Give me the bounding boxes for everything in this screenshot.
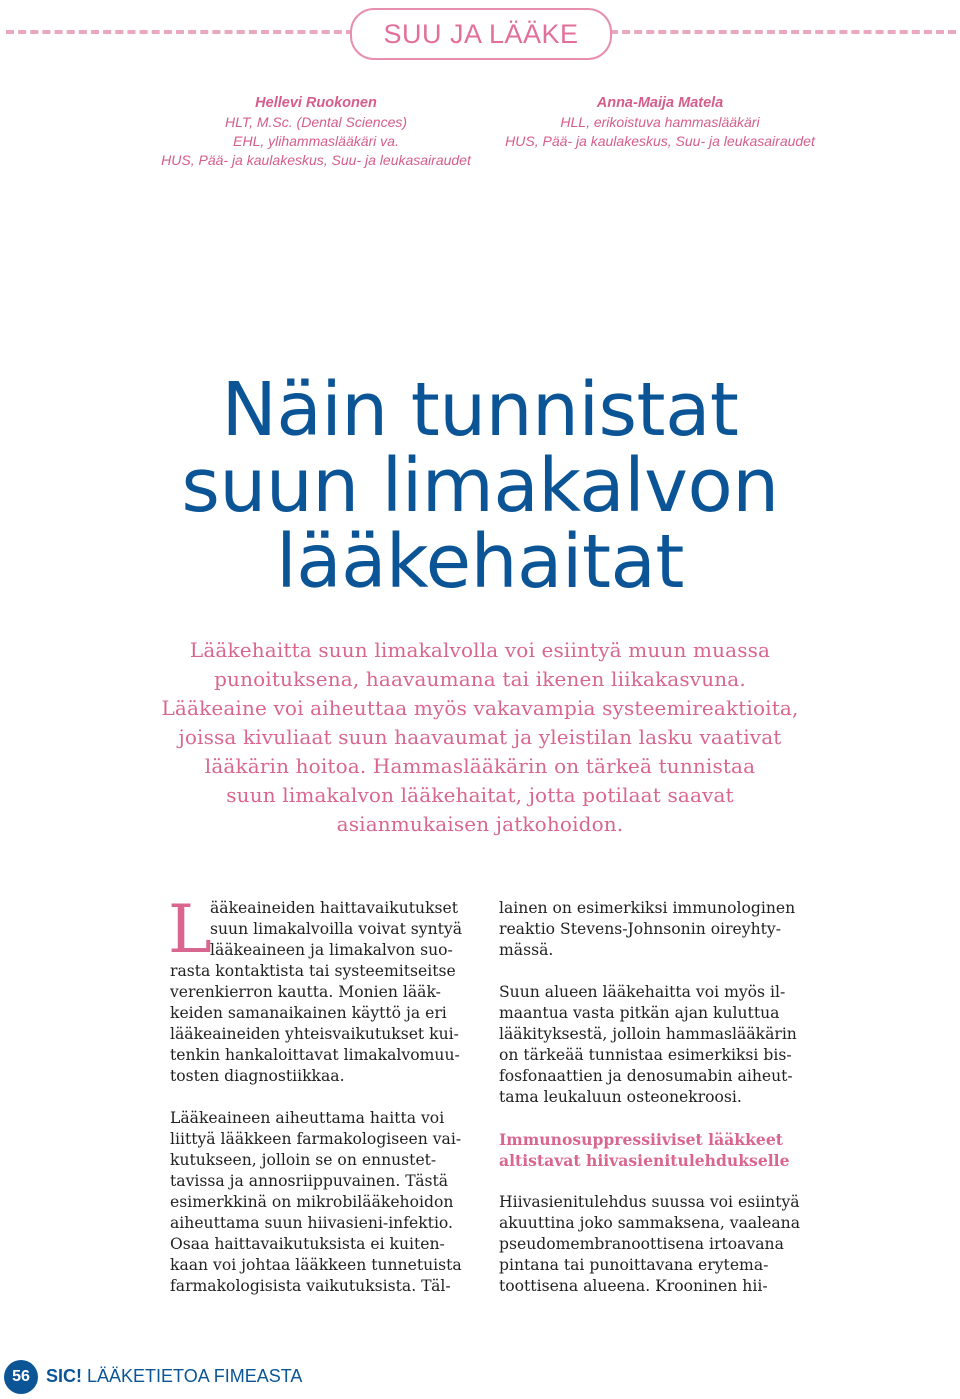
lead-line: punoituksena, haavaumana tai ikenen liikakasvuna. bbox=[214, 667, 746, 691]
body-line: lainen on esimerkiksi immunologinen bbox=[499, 899, 796, 917]
body-line: farmakologisista vaikutuksista. Täl- bbox=[170, 1277, 451, 1295]
body-column-left bbox=[168, 891, 470, 1318]
author-left bbox=[136, 94, 496, 170]
body-paragraph bbox=[168, 891, 470, 1087]
body-line: mässä. bbox=[499, 941, 554, 959]
author-right-line: HUS, Pää- ja kaulakeskus, Suu- ja leukasairaudet bbox=[505, 133, 815, 149]
body-line: rasta kontaktista tai systeemitseitse bbox=[170, 962, 456, 980]
lead-line: lääkärin hoitoa. Hammaslääkärin on tärkeä tunnistaa bbox=[204, 754, 756, 778]
body-line: on tärkeää tunnistaa esimerkiksi bis- bbox=[499, 1046, 792, 1064]
body-line: lääkeaineiden yhteisvaikutukset kui- bbox=[170, 1025, 459, 1043]
body-line: suun limakalvoilla voivat syntyä bbox=[210, 920, 463, 938]
body-line: toottisena alueena. Krooninen hii- bbox=[499, 1277, 768, 1295]
lead-line: asianmukaisen jatkohoidon. bbox=[336, 812, 624, 836]
lead-line: joissa kivuliaat suun haavaumat ja yleistilan lasku vaativat bbox=[178, 725, 782, 749]
body-line: lääkeaineen ja limakalvon suo- bbox=[210, 941, 453, 959]
lead-line: suun limakalvon lääkehaitat, jotta potilaat saavat bbox=[226, 783, 734, 807]
body-line: Suun alueen lääkehaitta voi myös il- bbox=[499, 983, 786, 1001]
footer-text: LÄÄKETIETOA FIMEASTA bbox=[87, 1366, 303, 1386]
author-right bbox=[490, 94, 830, 151]
lead-line: Lääkeaine voi aiheuttaa myös vakavampia systeemireaktioita, bbox=[161, 696, 799, 720]
body-line: keiden samanaikainen käyttö ja eri bbox=[170, 1004, 447, 1022]
subheading-line: Immunosuppressiiviset lääkkeet bbox=[499, 1130, 783, 1149]
section-label: SUU JA LÄÄKE bbox=[350, 8, 612, 60]
subheading-line: altistavat hiivasienitulehdukselle bbox=[499, 1151, 790, 1170]
author-right-name: Anna-Maija Matela bbox=[596, 95, 724, 111]
body-line: akuuttina joko sammaksena, vaaleana bbox=[499, 1214, 801, 1232]
body-line: maantua vasta pitkän ajan kuluttua bbox=[499, 1004, 780, 1022]
body-line: Lääkeaineen aiheuttama haitta voi bbox=[170, 1109, 445, 1127]
author-left-name: Hellevi Ruokonen bbox=[255, 95, 377, 111]
body-line: tosten diagnostiikkaa. bbox=[170, 1067, 345, 1085]
author-left-line: HUS, Pää- ja kaulakeskus, Suu- ja leukasairaudet bbox=[161, 152, 471, 168]
body-line: fosfonaattien ja denosumabin aiheut- bbox=[499, 1067, 793, 1085]
body-line: lääkityksestä, jolloin hammaslääkärin bbox=[499, 1025, 797, 1043]
body-line: ääkeaineiden haittavaikutukset bbox=[210, 899, 459, 917]
body-line: tavissa ja annosriippuvainen. Tästä bbox=[170, 1172, 449, 1190]
header-dash-right bbox=[610, 30, 956, 34]
body-paragraph bbox=[170, 1108, 470, 1297]
footer-label bbox=[46, 1366, 302, 1387]
lead-paragraph bbox=[150, 636, 810, 839]
body-line: kutukseen, jolloin se on ennustet- bbox=[170, 1151, 437, 1169]
title-line: Näin tunnistat bbox=[221, 367, 739, 453]
author-left-line: HLT, M.Sc. (Dental Sciences) bbox=[224, 114, 408, 130]
lead-line: Lääkehaitta suun limakalvolla voi esiintyä muun muassa bbox=[189, 638, 771, 662]
body-line: reaktio Stevens-Johnsonin oireyhty- bbox=[499, 920, 781, 938]
author-right-line: HLL, erikoistuva hammaslääkäri bbox=[560, 114, 760, 130]
body-line: pseudomembranoottisena irtoavana bbox=[499, 1235, 784, 1253]
footer-brand: SIC! bbox=[46, 1366, 82, 1386]
body-paragraph bbox=[499, 1192, 809, 1297]
title-line: lääkehaitat bbox=[276, 519, 684, 605]
body-line: verenkierron kautta. Monien lääk- bbox=[170, 983, 441, 1001]
body-line: Hiivasienitulehdus suussa voi esiintyä bbox=[499, 1193, 800, 1211]
page-number: 56 bbox=[4, 1360, 38, 1394]
body-paragraph bbox=[499, 898, 809, 961]
body-line: tama leukaluun osteonekroosi. bbox=[499, 1088, 742, 1106]
header-dash-left bbox=[6, 30, 354, 34]
body-line: kaan voi johtaa lääkkeen tunnetuista bbox=[170, 1256, 462, 1274]
article-title bbox=[0, 367, 960, 605]
section-subheading bbox=[499, 1129, 809, 1171]
body-line: Osaa haittavaikutuksista ei kuiten- bbox=[170, 1235, 445, 1253]
body-line: liittyä lääkkeen farmakologiseen vai- bbox=[170, 1130, 462, 1148]
body-column-right bbox=[499, 898, 809, 1318]
title-line: suun limakalvon bbox=[181, 443, 779, 529]
body-line: aiheuttama suun hiivasieni-infektio. bbox=[170, 1214, 454, 1232]
body-line: tenkin hankaloittavat limakalvomuu- bbox=[170, 1046, 460, 1064]
body-paragraph bbox=[499, 982, 809, 1108]
author-left-line: EHL, ylihammaslääkäri va. bbox=[233, 133, 399, 149]
body-line: pintana tai punoittavana erytema- bbox=[499, 1256, 769, 1274]
drop-cap: L bbox=[168, 891, 212, 968]
body-line: esimerkkinä on mikrobilääkehoidon bbox=[170, 1193, 454, 1211]
